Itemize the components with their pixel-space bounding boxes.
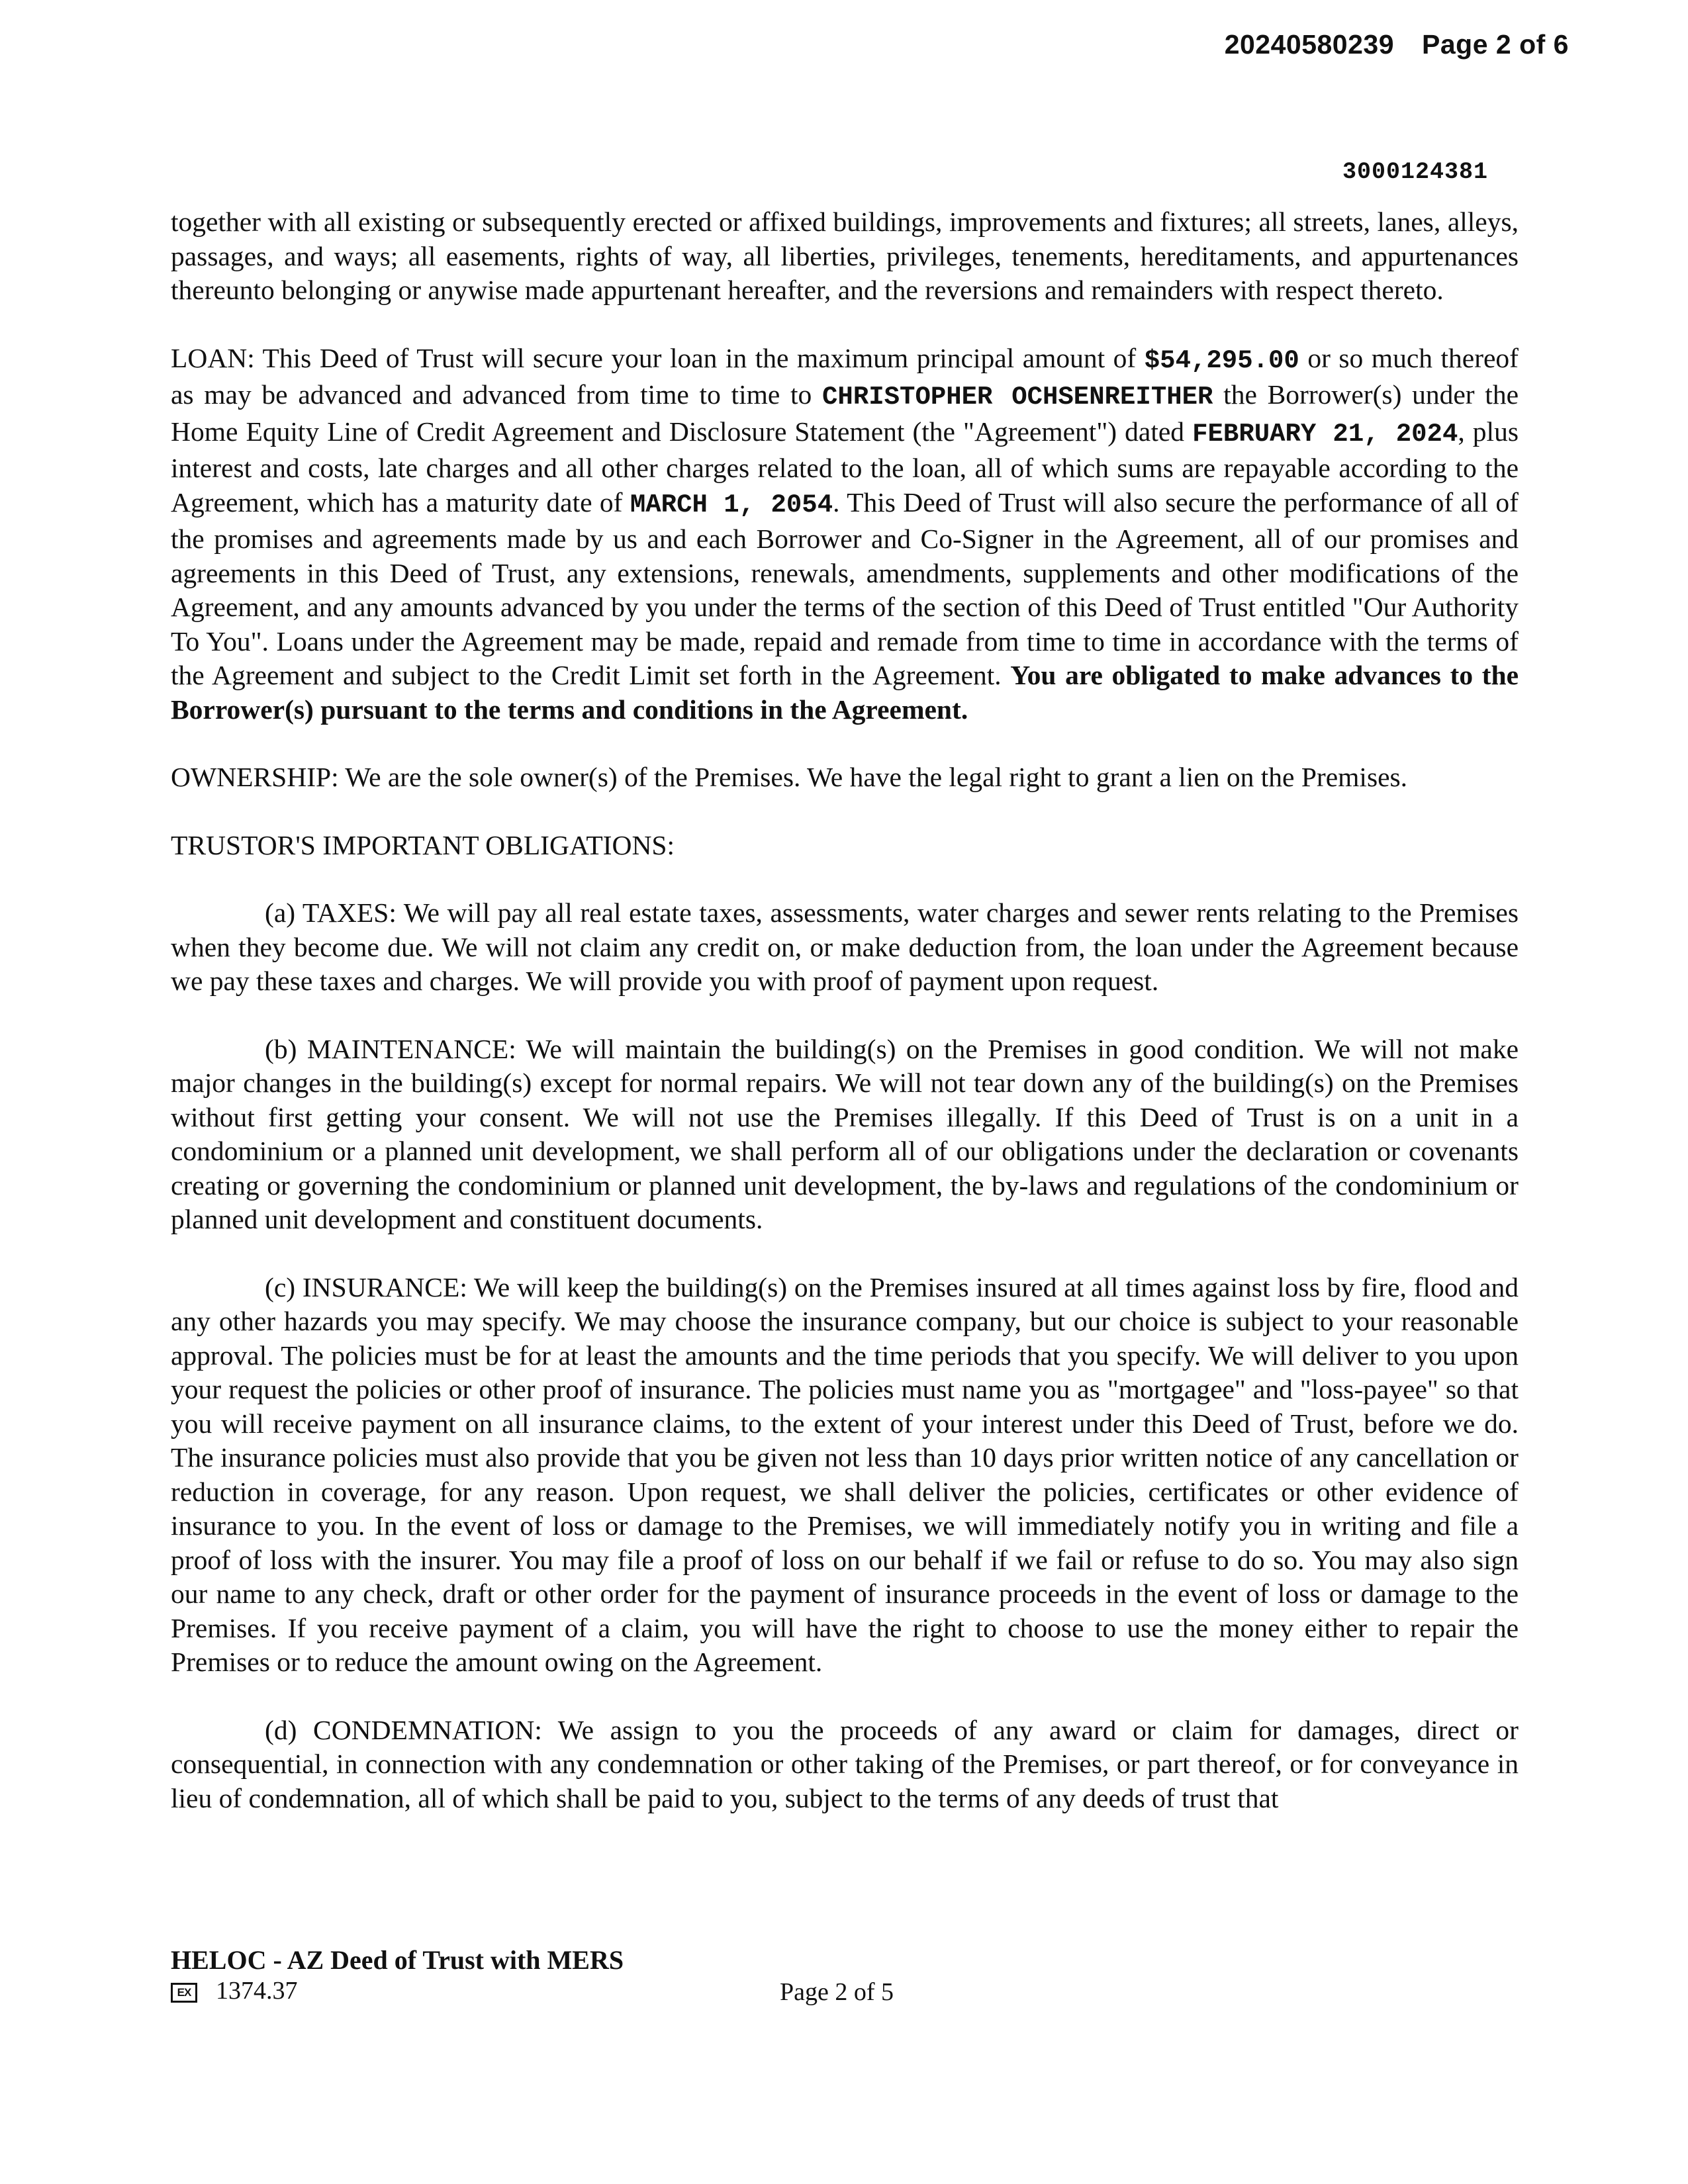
condemnation-paragraph: (d) CONDEMNATION: We assign to you the proceeds of any award or claim for damages, direct or consequential, in connection with any condemnation or other taking of the Premises, or part thereof, or for conveyance in lieu of condemnation, all of which shall be paid to you, subject to the terms of any deeds of trust that (171, 1714, 1519, 1813)
ownership-paragraph: OWNERSHIP: We are the sole owner(s) of the Premises. We have the legal right to grant a lien on the Premises. (171, 762, 1408, 792)
insurance-paragraph: (c) INSURANCE: We will keep the building(s) on the Premises insured at all times against loss by fire, flood and any other hazards you may specify. We may choose the insurance company, but our choice is subject to your reasonable approval. The policies must be for at least the amounts and the time periods that you specify. We will deliver to you upon your request the policies or other proof of insurance. The policies must name you as "mortgagee" and "loss-payee" so that you will receive payment on all insurance claims, to the extent of your interest under this Deed of Trust, before we do. The insurance policies must also provide that you be given not less than 10 days prior written notice of any cancellation or reduction in coverage, for any reason. Upon request, we shall deliver the policies, certificates or other evidence of insurance to you. In the event of loss or damage to the Premises, we will immediately notify you in writing and file a proof of loss with the insurer. You may file a proof of loss on our behalf if we fail or refuse to do so. You may also sign our name to any check, draft or other order for the payment of insurance proceeds in the event of loss or damage to the Premises. If you receive payment of a claim, you will have the right to choose to use the money either to repair the Premises or to reduce the amount owing on the Agreement. (171, 1271, 1519, 1677)
form-title: HELOC - AZ Deed of Trust with MERS (171, 1945, 624, 1975)
loan-text-3: the Borrower(s) under the Home Equity Line of Credit Agreement and Disclosure Statement (the "Agreement") dated (171, 379, 1519, 447)
form-code: 1374.37 (216, 1977, 298, 2005)
advance-obligation-text: You are obligated to make advances to the Borrower(s) pursuant to the terms and conditions in the Agreement. (171, 660, 1519, 725)
loan-text-5: . This Deed of Trust will also secure the performance of all of the promises and agreements made by us and each Borrower and Co-Signer in the Agreement, all of our promises and agreements in this Deed of Trust, any extensions, renewals, amendments, supplements and other modifications of the Agreement, and any amounts advanced by you under the terms of the section of this Deed of Trust entitled "Our Authority To You". Loans under the Agreement may be made, repaid and remade from time to time in accordance with the terms of the Agreement and subject to the Credit Limit set forth in the Agreement. (171, 486, 1519, 690)
obligations-heading: TRUSTOR'S IMPORTANT OBLIGATIONS: (171, 829, 675, 860)
form-page-number: Page 2 of 5 (780, 1978, 894, 2006)
maintenance-paragraph: (b) MAINTENANCE: We will maintain the building(s) on the Premises in good condition. We will not make major changes in the building(s) except for normal repairs. We will not tear down any of the building(s) on the Premises without first getting your consent. We will not use the Premises illegally. If this Deed of Trust is on a unit in a condominium or a planned unit development, we shall perform all of our obligations under the declaration or covenants creating or governing the condominium or planned unit development, the by-laws and regulations of the condominium or planned unit development and constituent documents. (171, 1033, 1519, 1234)
taxes-paragraph: (a) TAXES: We will pay all real estate taxes, assessments, water charges and sewer rents relating to the Premises when they become due. We will not claim any credit on, or make deduction from, the loan under the Agreement because we pay these taxes and charges. We will provide you with proof of payment upon request. (171, 897, 1519, 996)
maturity-date: MARCH 1, 2054 (630, 490, 833, 520)
loan-text-4: , plus interest and costs, late charges and all other charges related to the loan, all of which sums are repayable according to the Agreement, which has a maturity date of (171, 416, 1519, 518)
premises-paragraph: together with all existing or subsequently erected or affixed buildings, improvements and fixtures; all streets, lanes, alleys, passages, and ways; all easements, rights of way, all liberties, privileges, tenements, hereditaments, and appurtenances thereunto belonging or anywise made appurtenant hereafter, and the reversions and remainders with respect thereto. (171, 206, 1519, 305)
loan-text-2: or so much thereof as may be advanced and advanced from time to time to (171, 342, 1519, 410)
loan-number: 3000124381 (1342, 159, 1488, 185)
loan-amount: $54,295.00 (1144, 345, 1299, 375)
recording-page: Page 2 of 6 (1422, 29, 1569, 60)
document-body (171, 205, 1519, 1849)
loan-paragraph (171, 341, 1519, 727)
recording-stamp (1225, 29, 1569, 60)
borrower-name: CHRISTOPHER OCHSENREITHER (822, 383, 1213, 412)
agreement-date: FEBRUARY 21, 2024 (1192, 419, 1458, 449)
page-footer (171, 1944, 1519, 2005)
loan-text-1: LOAN: This Deed of Trust will secure your loan in the maximum principal amount of (171, 342, 1145, 373)
form-ex-icon: EX (171, 1983, 197, 2003)
recording-number: 20240580239 (1224, 29, 1395, 60)
